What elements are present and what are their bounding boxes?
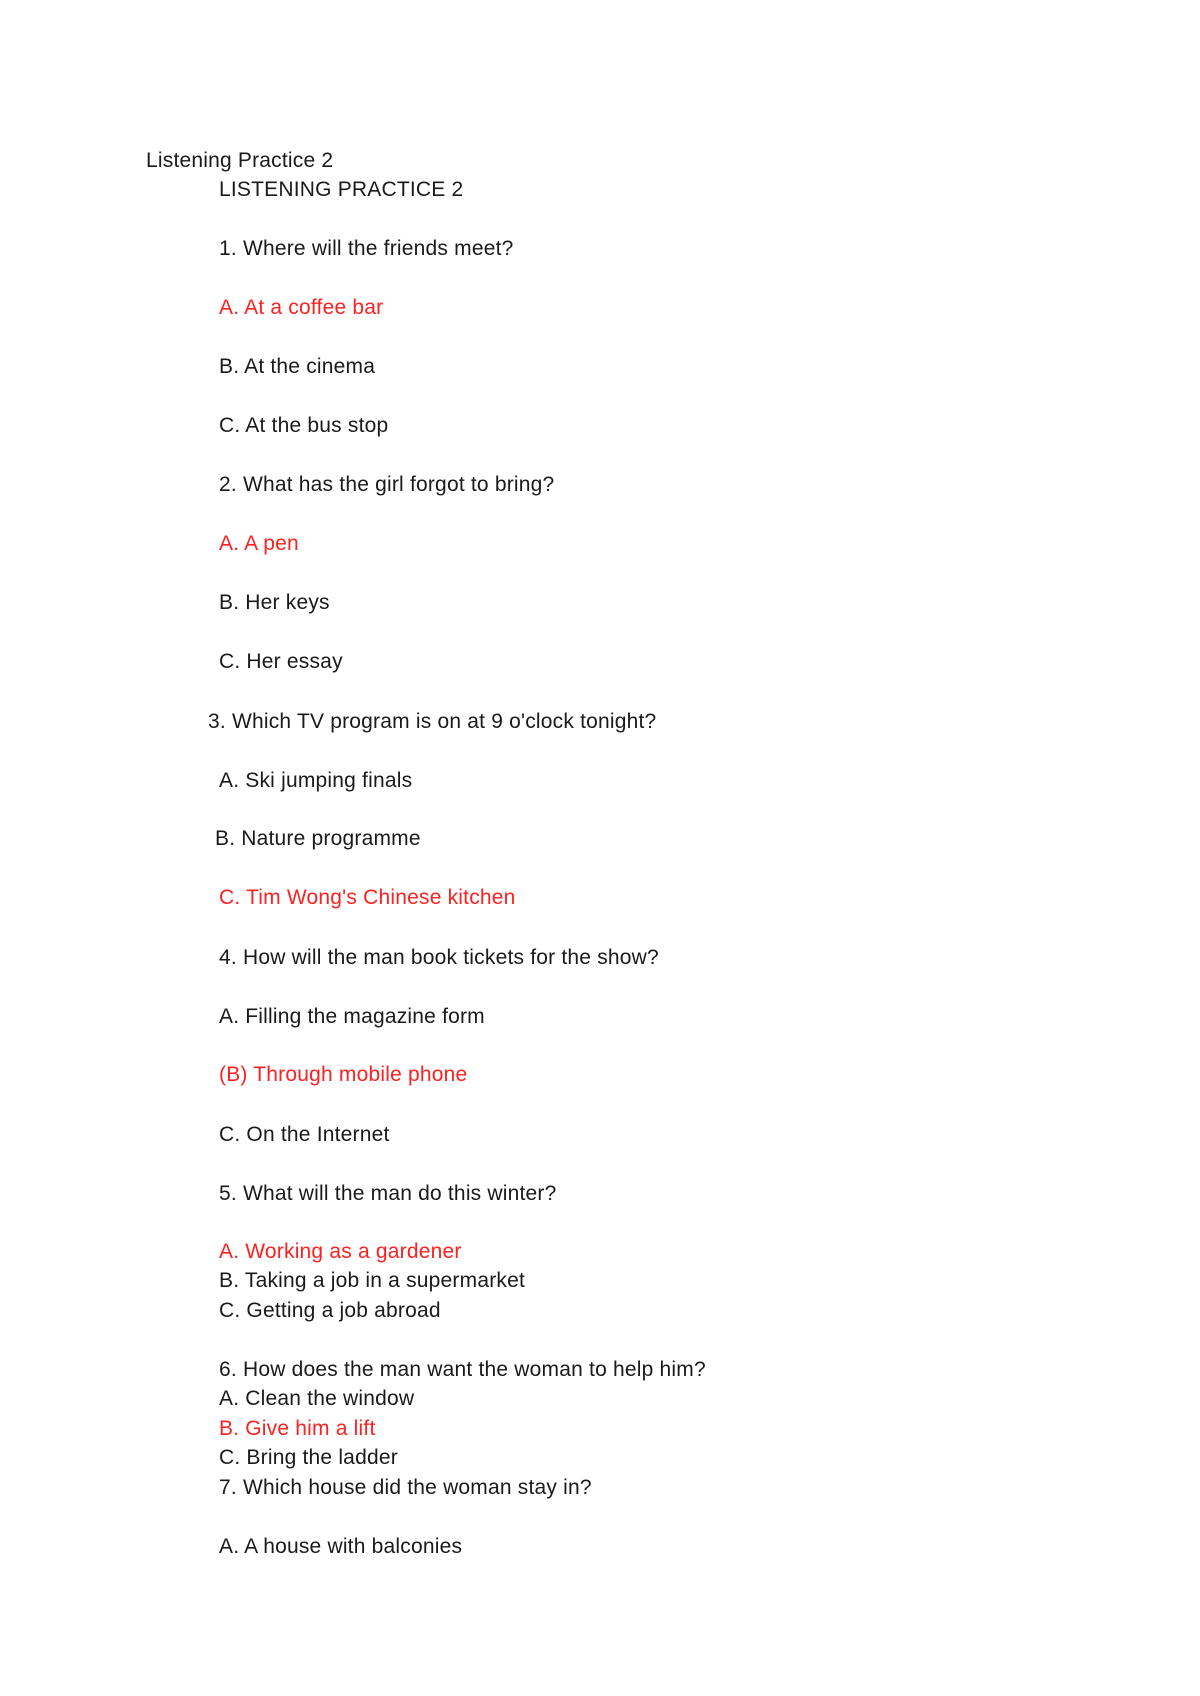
q4-option-b-correct: (B) Through mobile phone (219, 1063, 468, 1086)
question-2: 2. What has the girl forgot to bring? (219, 473, 555, 496)
q3-option-b: B. Nature programme (215, 827, 421, 850)
question-6: 6. How does the man want the woman to help him? (219, 1358, 706, 1381)
q1-option-b: B. At the cinema (219, 355, 376, 378)
q6-option-a: A. Clean the window (219, 1387, 415, 1410)
q2-option-a-correct: A. A pen (219, 532, 299, 555)
q6-option-c: C. Bring the ladder (219, 1446, 398, 1469)
q2-option-c: C. Her essay (219, 650, 343, 673)
q4-option-c: C. On the Internet (219, 1123, 390, 1146)
document-header: Listening Practice 2 (146, 149, 334, 172)
q3-option-c-correct: C. Tim Wong's Chinese kitchen (219, 886, 516, 909)
question-7: 7. Which house did the woman stay in? (219, 1476, 592, 1499)
question-1: 1. Where will the friends meet? (219, 237, 514, 260)
q6-option-b-correct: B. Give him a lift (219, 1417, 376, 1440)
q1-option-a-correct: A. At a coffee bar (219, 296, 384, 319)
q5-option-c: C. Getting a job abroad (219, 1299, 441, 1322)
q2-option-b: B. Her keys (219, 591, 330, 614)
q5-option-b: B. Taking a job in a supermarket (219, 1269, 526, 1292)
question-3: 3. Which TV program is on at 9 o'clock tonight? (208, 710, 657, 733)
q7-option-a: A. A house with balconies (219, 1535, 463, 1558)
q4-option-a: A. Filling the magazine form (219, 1005, 485, 1028)
question-4: 4. How will the man book tickets for the show? (219, 946, 659, 969)
question-5: 5. What will the man do this winter? (219, 1182, 557, 1205)
document-title: LISTENING PRACTICE 2 (219, 178, 464, 201)
q3-option-a: A. Ski jumping finals (219, 769, 413, 792)
q5-option-a-correct: A. Working as a gardener (219, 1240, 462, 1263)
q1-option-c: C. At the bus stop (219, 414, 389, 437)
